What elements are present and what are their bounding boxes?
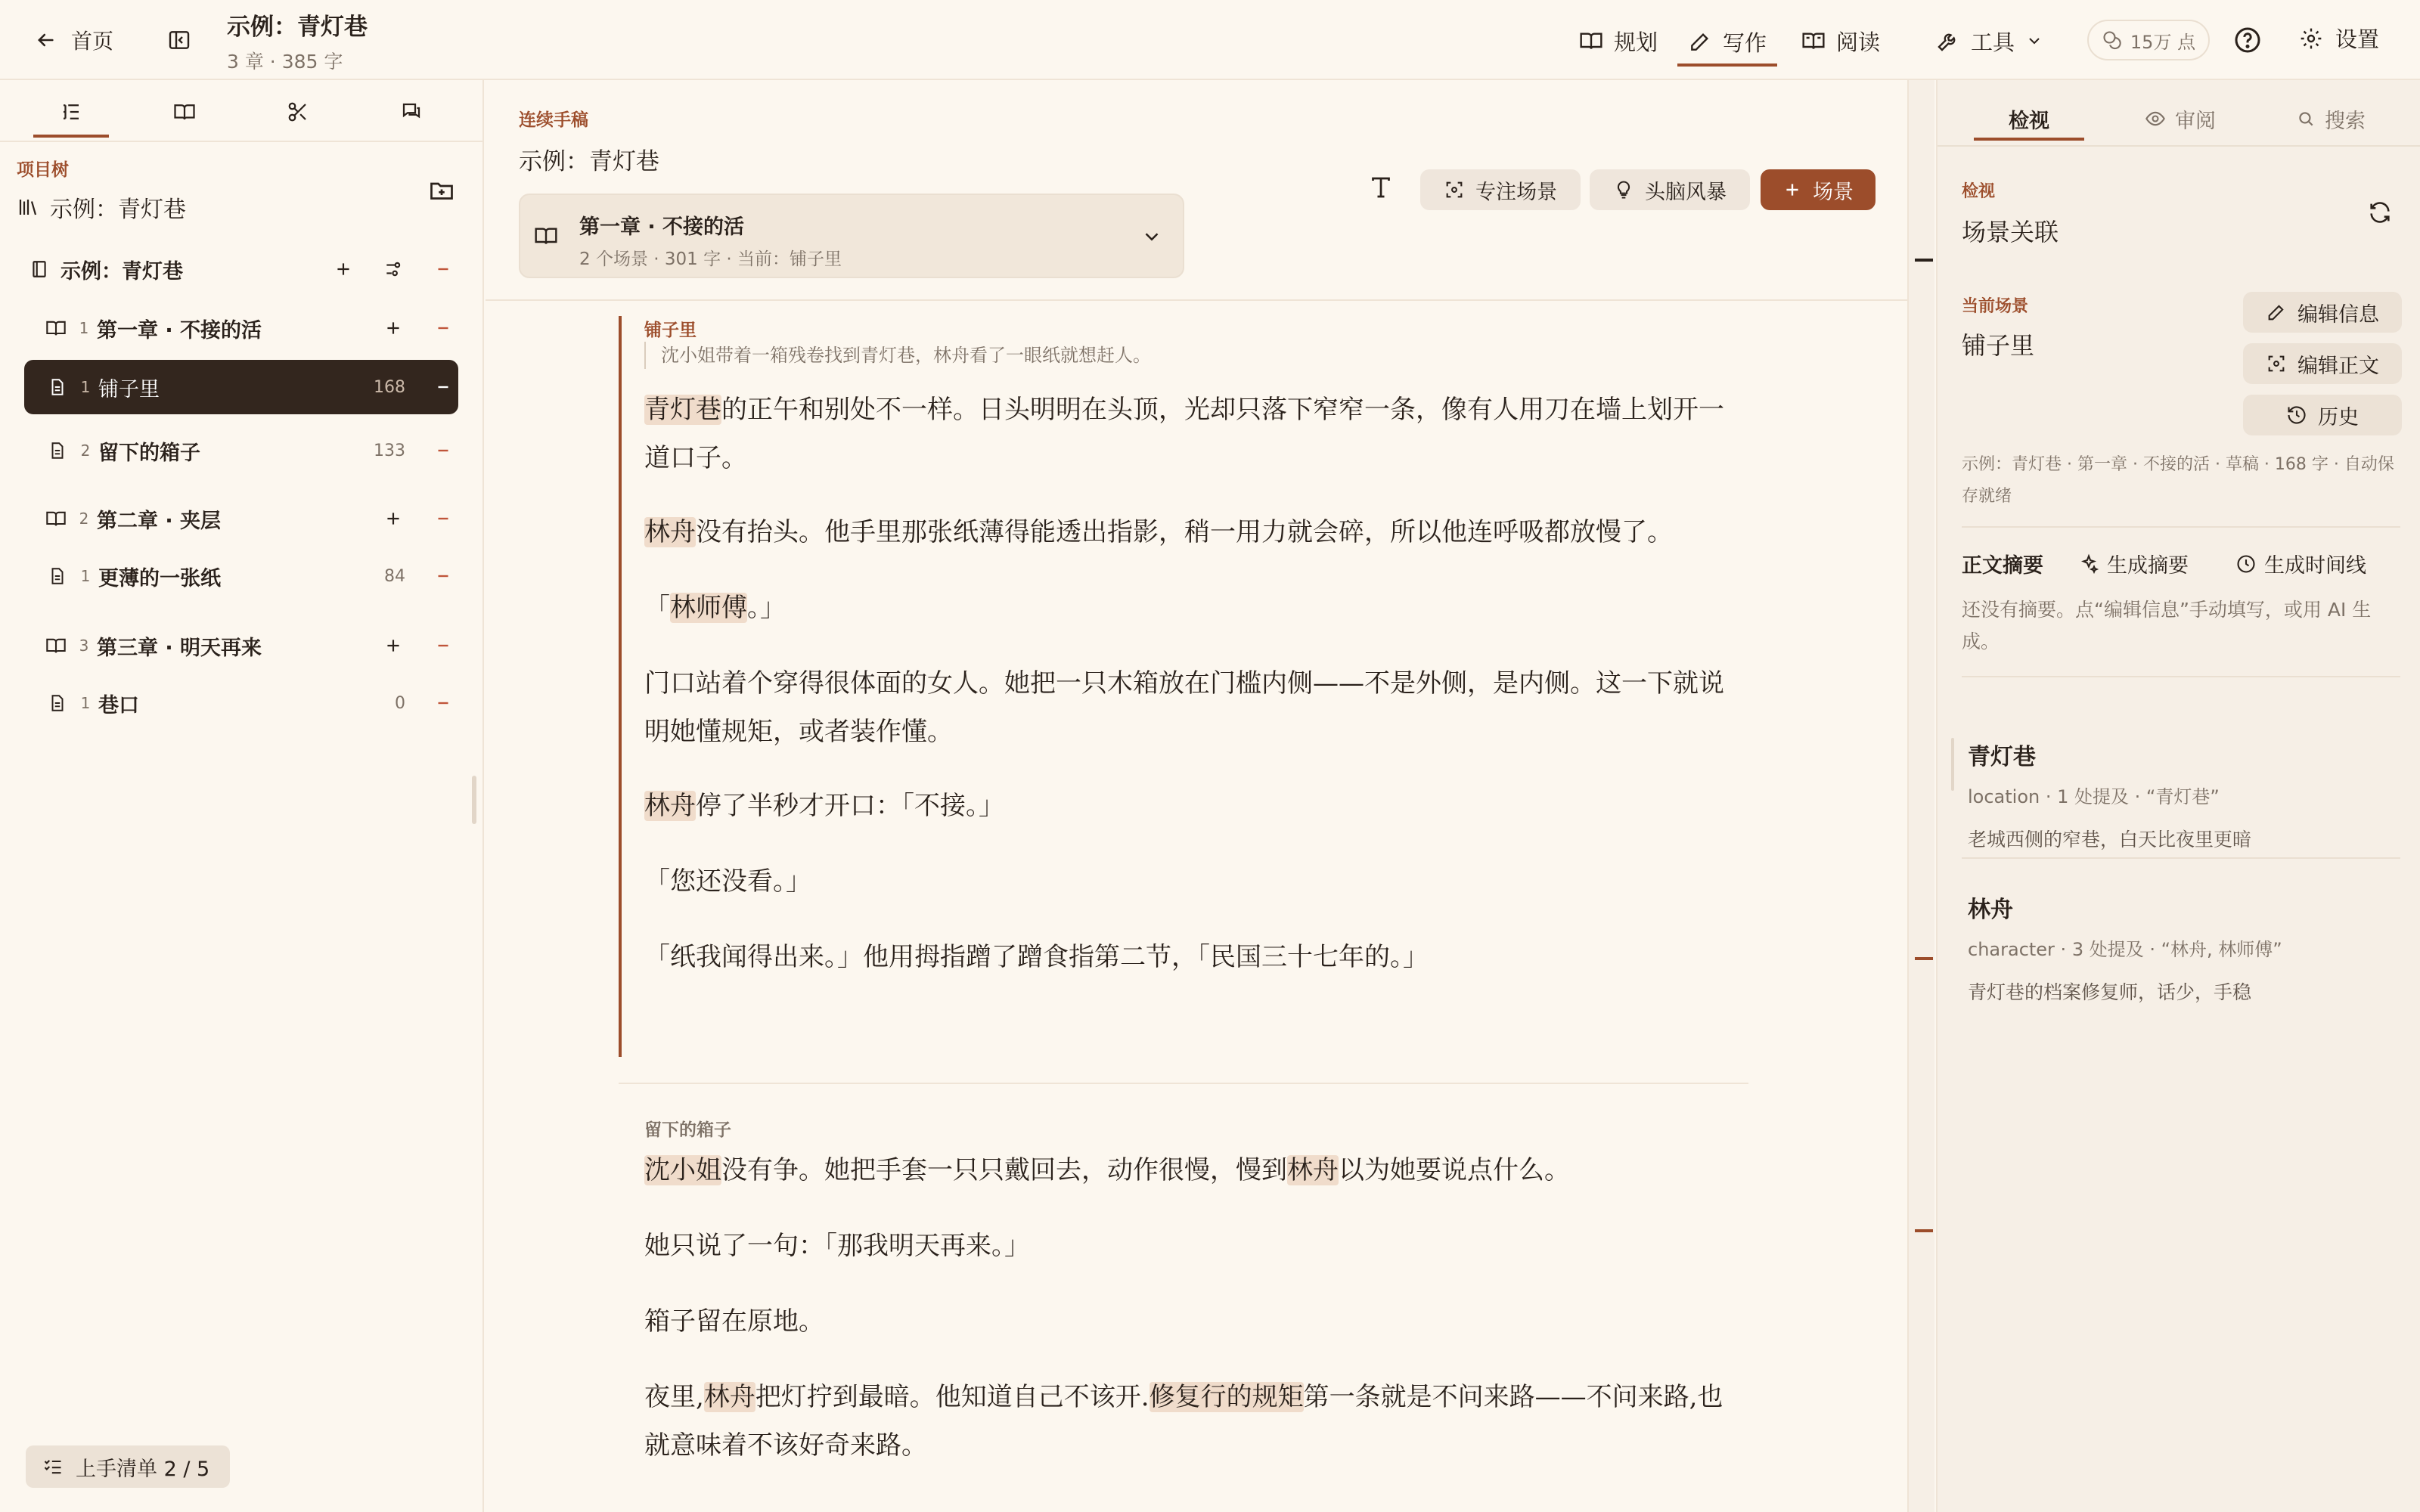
tree-chapter[interactable]	[41, 618, 458, 673]
generate-timeline-label: 生成时间线	[2264, 554, 2366, 578]
chapter-label: 第三章 · 明天再来	[97, 636, 262, 660]
refresh-icon	[2367, 200, 2393, 225]
entity-mention[interactable]: 林舟	[1287, 1155, 1339, 1185]
active-scene-indicator	[619, 316, 622, 1057]
project-title: 示例：青灯巷	[227, 14, 368, 41]
minimap-strip[interactable]	[1907, 80, 1934, 1512]
divider	[1962, 676, 2400, 677]
scene-number: 1	[80, 694, 91, 712]
minimap-marker	[1915, 259, 1933, 262]
type-icon	[1367, 174, 1395, 201]
arrow-left-icon	[35, 29, 56, 51]
points-value: 15万 点	[2130, 31, 2196, 53]
tree-book[interactable]	[24, 242, 458, 296]
lightbulb-icon	[1613, 179, 1634, 200]
new-folder-button[interactable]	[428, 177, 458, 207]
tab-tree[interactable]	[33, 94, 109, 130]
add-scene-button[interactable]	[378, 636, 408, 655]
summary-label: 正文摘要	[1962, 554, 2043, 578]
folder-plus-icon	[428, 177, 455, 204]
list-tree-icon	[60, 101, 82, 123]
paragraph-text: 夜里,	[644, 1382, 704, 1412]
tab-review[interactable]	[2145, 101, 2216, 136]
add-chapter-button[interactable]	[328, 259, 358, 279]
paragraph[interactable]	[644, 1146, 1733, 1194]
scene-meta: 示例：青灯巷 · 第一章 · 不接的活 · 草稿 · 168 字 · 自动保存就绪	[1962, 455, 2394, 506]
settings-label: 设置	[2335, 26, 2380, 52]
pen-icon	[2266, 302, 2287, 323]
typography-button[interactable]	[1367, 174, 1395, 204]
chapter-number: 2	[79, 510, 89, 528]
manuscript-mode-label: 连续手稿	[519, 110, 588, 130]
points-badge[interactable]	[2087, 20, 2210, 60]
pen-icon	[1688, 29, 1712, 54]
book-open-icon	[41, 635, 71, 656]
remove-chapter-button[interactable]	[428, 318, 458, 338]
remove-chapter-button[interactable]	[428, 636, 458, 655]
tab-search-label: 搜索	[2325, 109, 2366, 133]
tools-label: 工具	[1971, 29, 2015, 55]
paragraph[interactable]	[644, 857, 1733, 906]
paragraph-text: 停了半秒才开口：「不接。」	[696, 791, 1004, 821]
scene-label: 巷口	[98, 693, 139, 717]
book-closed-icon	[24, 259, 54, 279]
remove-scene-button[interactable]	[428, 441, 458, 460]
paragraph[interactable]	[644, 508, 1733, 556]
help-button[interactable]	[2232, 25, 2263, 55]
add-scene-button[interactable]	[1761, 169, 1876, 210]
entity-mention[interactable]: 林舟	[703, 1382, 755, 1412]
chapter-label: 第一章 · 不接的活	[97, 318, 262, 342]
scene-number: 1	[80, 378, 91, 396]
tab-inspect[interactable]	[2009, 101, 2049, 136]
nav-write-label: 写作	[1723, 29, 1767, 56]
add-scene-button[interactable]	[378, 509, 408, 528]
divider	[1962, 526, 2400, 528]
paragraph[interactable]	[644, 1222, 1733, 1270]
entity-card[interactable]	[1968, 891, 2399, 1005]
brainstorm-label: 头脑风暴	[1645, 180, 1727, 204]
search-icon	[2296, 109, 2316, 129]
file-text-icon	[42, 566, 73, 586]
focus-icon	[2266, 353, 2287, 374]
entity-meta: character · 3 处提及 · “林舟, 林师傅”	[1968, 939, 2282, 960]
tree-scene[interactable]	[24, 676, 458, 730]
add-scene-button[interactable]	[378, 318, 408, 338]
scene-label: 铺子里	[98, 377, 160, 401]
chevron-down-icon	[1140, 225, 1163, 248]
edit-info-label: 编辑信息	[2297, 302, 2379, 327]
entity-card[interactable]	[1968, 738, 2399, 852]
generate-timeline-button[interactable]	[2235, 549, 2366, 578]
tab-chat[interactable]	[374, 94, 449, 130]
panel-collapse-icon	[167, 28, 191, 52]
history-label: 历史	[2318, 405, 2359, 429]
current-scene-label: 当前场景	[1962, 297, 2029, 316]
add-scene-label: 场景	[1813, 180, 1854, 204]
entity-accent	[1951, 738, 1954, 791]
entity-description: 青灯巷的档案修复师，话少，手稳	[1968, 981, 2252, 1003]
tree-book-label: 示例：青灯巷	[60, 259, 183, 284]
scissors-icon	[287, 101, 309, 123]
chevron-down-icon	[2025, 32, 2043, 50]
edit-body-button[interactable]	[2243, 343, 2402, 384]
chapter-number: 1	[79, 319, 89, 337]
tab-book[interactable]	[147, 94, 222, 130]
scene-number: 2	[80, 442, 91, 460]
paragraph-text: 没有争。她把手套一只只戴回去，动作很慢，慢到	[721, 1155, 1287, 1185]
inspect-section-label: 检视	[1962, 182, 1996, 201]
sort-button[interactable]	[378, 259, 408, 279]
checklist-label: 上手清单 2 / 5	[76, 1457, 210, 1481]
nav-read[interactable]	[1791, 20, 1891, 62]
current-scene-name: 铺子里	[1962, 331, 2035, 360]
focus-icon	[1444, 179, 1465, 200]
chapter-selector-title: 第一章 · 不接的活	[579, 215, 745, 239]
paragraph-text: 「纸我闻得出来。」他用拇指蹭了蹭食指第二节，「民国三十七年的。」	[644, 942, 1429, 972]
nav-read-label: 阅读	[1836, 29, 1881, 55]
entity-mention[interactable]: 沈小姐	[644, 1155, 721, 1185]
tab-review-label: 审阅	[2175, 109, 2216, 133]
sidebar-toggle-button[interactable]	[165, 26, 194, 54]
tree-scene[interactable]	[24, 423, 458, 478]
scene-number: 1	[80, 567, 91, 585]
paragraph-text: 把灯拧到最暗。他知道自己不该开.	[755, 1382, 1150, 1412]
tree-section-label: 项目树	[17, 160, 69, 180]
minimap-marker	[1915, 1229, 1933, 1232]
onboarding-checklist-button[interactable]	[26, 1445, 230, 1488]
tree-scene[interactable]	[24, 360, 458, 414]
paragraph-text: 她只说了一句：「那我明天再来。」	[644, 1231, 1030, 1261]
summary-toolbar	[1962, 549, 2413, 578]
home-label: 首页	[71, 29, 114, 54]
remove-book-button[interactable]	[428, 259, 458, 279]
file-text-icon	[42, 377, 73, 397]
left-sidebar	[0, 80, 484, 1512]
entity-name: 青灯巷	[1968, 744, 2036, 770]
reader-icon	[1801, 29, 1826, 53]
paragraph-text: 「您还没看。」	[644, 866, 811, 897]
scene-title: 留下的箱子	[644, 1120, 731, 1140]
book-open-icon	[41, 508, 71, 529]
tree-chapter[interactable]	[41, 491, 458, 546]
remove-scene-button[interactable]	[428, 377, 458, 397]
focus-scene-button[interactable]	[1420, 169, 1581, 210]
gear-icon	[2299, 26, 2323, 51]
manuscript-title: 示例：青灯巷	[519, 148, 659, 175]
tab-search[interactable]	[2296, 101, 2366, 136]
tab-cut[interactable]	[260, 94, 336, 130]
focus-scene-label: 专注场景	[1475, 180, 1557, 204]
paragraph[interactable]	[644, 1373, 1726, 1470]
paragraph-text: 箱子留在原地。	[644, 1306, 824, 1337]
coins-icon	[2102, 29, 2123, 51]
entity-mention[interactable]: 林舟	[644, 517, 696, 547]
tab-inspect-label: 检视	[2009, 109, 2049, 133]
project-subtitle: 3 章 · 385 字	[227, 51, 343, 73]
chapter-selector[interactable]	[519, 194, 1184, 278]
file-text-icon	[42, 441, 73, 460]
remove-scene-button[interactable]	[428, 693, 458, 713]
summary-empty-text: 还没有摘要。点“编辑信息”手动填写，或用 AI 生成。	[1962, 599, 2372, 652]
paragraph[interactable]	[644, 659, 1726, 756]
eye-icon	[2145, 108, 2166, 129]
brainstorm-button[interactable]	[1590, 169, 1750, 210]
book-icon	[173, 101, 196, 123]
plus-icon	[1782, 180, 1802, 200]
edit-body-label: 编辑正文	[2297, 354, 2379, 378]
paragraph-text: 没有抬头。他手里那张纸薄得能透出指影，稍一用力就会碎，所以他连呼吸都放慢了。	[696, 517, 1673, 547]
book-open-icon	[1579, 29, 1603, 53]
entity-mention[interactable]: 林舟	[644, 791, 696, 821]
sparkles-icon	[2078, 553, 2099, 575]
left-tabs	[0, 80, 484, 141]
scene-links-heading: 场景关联	[1962, 218, 2059, 246]
divider	[1962, 857, 2400, 859]
scene-separator	[619, 1083, 1748, 1084]
library-icon	[17, 196, 39, 218]
paragraph-text: 门口站着个穿得很体面的女人。她把一只木箱放在门槛内侧——不是外侧，是内侧。这一下就说明她懂规矩，或者装作懂。	[644, 668, 1724, 747]
scene-word-count: 84	[384, 566, 405, 586]
quote-open: 「	[644, 593, 670, 623]
paragraph[interactable]	[644, 1297, 1733, 1346]
scene-word-count: 168	[374, 377, 405, 397]
top-bar	[0, 0, 2420, 80]
entity-meta: location · 1 处提及 · “青灯巷”	[1968, 786, 2220, 807]
home-button[interactable]	[35, 23, 113, 57]
active-tab-indicator	[1974, 138, 2084, 141]
scene-word-count: 0	[395, 693, 405, 713]
paragraph-text: 的正午和别处不一样。日头明明在头顶，光却只落下窄窄一条，像有人用刀在墙上划开一道口子。	[644, 395, 1724, 473]
scene-synopsis: 沈小姐带着一箱残卷找到青灯巷，林舟看了一眼纸就想赶人。	[644, 342, 1151, 369]
generate-summary-button[interactable]	[2078, 549, 2189, 578]
history-button[interactable]	[2243, 395, 2402, 435]
chapter-number: 3	[79, 637, 89, 655]
paragraph[interactable]	[644, 386, 1733, 482]
refresh-button[interactable]	[2367, 200, 2393, 228]
entity-mention[interactable]: 青灯巷	[644, 395, 721, 425]
scene-label: 留下的箱子	[98, 441, 200, 465]
paragraph[interactable]	[644, 933, 1733, 981]
history-icon	[2286, 404, 2307, 426]
settings-button[interactable]	[2299, 23, 2379, 54]
quote-close: 。」	[747, 593, 786, 623]
clock-icon	[2235, 553, 2257, 575]
paragraph[interactable]	[644, 782, 1733, 830]
chapter-selector-meta: 2 个场景 · 301 字 · 当前：铺子里	[579, 249, 842, 269]
scene-title: 铺子里	[644, 321, 697, 340]
divider	[0, 141, 484, 142]
book-open-icon	[534, 224, 558, 248]
wrench-icon	[1936, 29, 1960, 53]
remove-scene-button[interactable]	[428, 566, 458, 586]
nav-write[interactable]	[1677, 20, 1777, 67]
paragraph-text: 以为她要说点什么。	[1339, 1155, 1570, 1185]
entity-name: 林舟	[1968, 897, 2013, 923]
nav-plan[interactable]	[1568, 20, 1668, 62]
chapter-label: 第二章 · 夹层	[97, 509, 222, 533]
list-checks-icon	[42, 1456, 64, 1477]
file-text-icon	[42, 693, 73, 713]
scene-label: 更薄的一张纸	[98, 566, 221, 590]
project-root[interactable]	[17, 191, 186, 224]
chat-icon	[400, 101, 423, 123]
scene-word-count: 133	[374, 441, 405, 460]
generate-summary-label: 生成摘要	[2107, 554, 2189, 578]
book-open-icon	[41, 318, 71, 339]
paragraph[interactable]	[644, 584, 1733, 632]
tools-menu[interactable]	[1925, 20, 2054, 62]
minimap-marker	[1915, 957, 1933, 960]
manuscript-editor	[486, 80, 1907, 1512]
entity-mention[interactable]: 修复行的规矩	[1149, 1382, 1304, 1412]
nav-plan-label: 规划	[1614, 29, 1658, 55]
entity-description: 老城西侧的窄巷，白天比夜里更暗	[1968, 829, 2252, 850]
entity-mention[interactable]: 林师傅	[670, 593, 747, 623]
paragraph-text: 第一条就是不问来路——不问来路,也就意味着不该好奇来路。	[644, 1382, 1723, 1461]
tree-chapter[interactable]	[41, 301, 458, 355]
remove-chapter-button[interactable]	[428, 509, 458, 528]
help-icon	[2232, 25, 2263, 55]
divider	[1938, 145, 2420, 147]
divider	[486, 299, 1907, 301]
right-panel	[1936, 80, 2420, 1512]
project-root-label: 示例：青灯巷	[50, 197, 186, 223]
sidebar-resize-handle[interactable]	[472, 776, 476, 824]
edit-info-button[interactable]	[2243, 292, 2402, 333]
tree-scene[interactable]	[24, 549, 458, 603]
